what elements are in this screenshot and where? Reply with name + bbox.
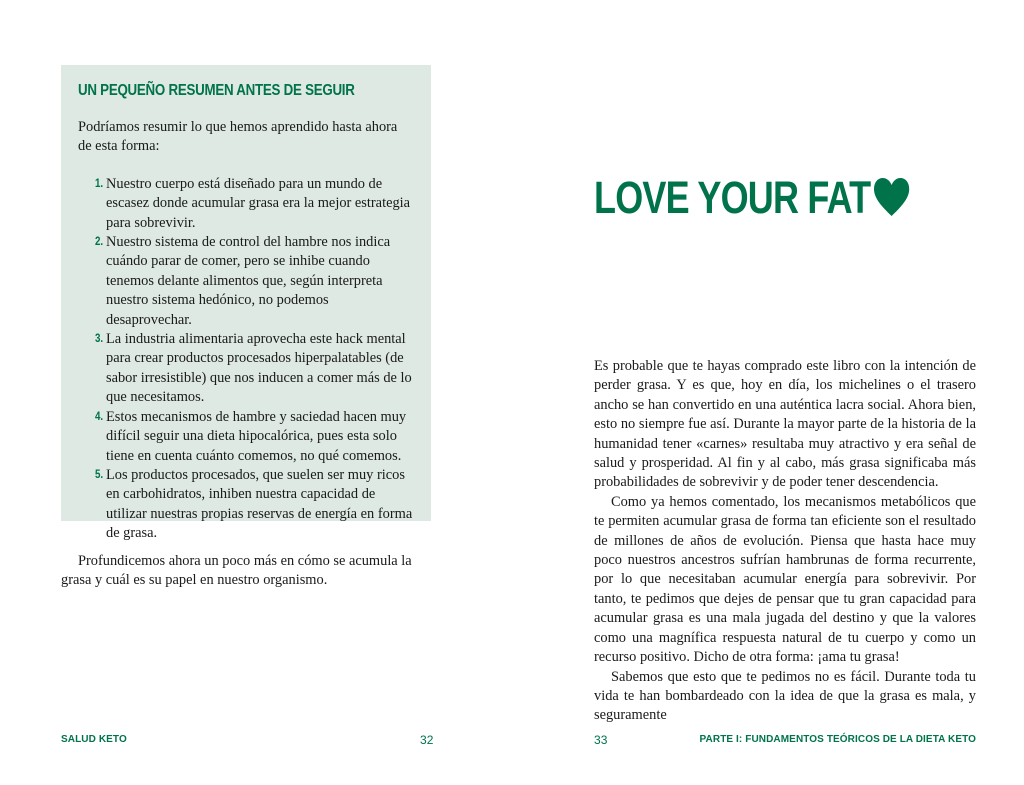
summary-item-number: 4. bbox=[95, 410, 104, 423]
summary-item-text: La industria alimentaria aprovecha este hack mental para crear productos procesados hiperpalatables (de sabor irresistible) que nos inducen a comer más de lo que necesitamos. bbox=[106, 331, 412, 406]
page-number: 33 bbox=[594, 733, 608, 747]
summary-box bbox=[61, 65, 431, 542]
summary-item bbox=[78, 466, 414, 544]
body-paragraph: Como ya hemos comentado, los mecanismos metabólicos que te permiten acumular grasa de forma tan eficiente son el resultado de millones de años de evolución. Piensa que hasta hace muy poco nuestros ancestros sufrían hambrunas de forma recurrente, por lo que necesitaban acumular energía para sobrevivir. Por tanto, te pedimos que dejes de pensar que tu gran capacidad para acumular grasa es una mala jugada del destino y que la valores como una magnífica respuesta natural de tu cuerpo y como un recurso positivo. Dicho de otra forma: ¡ama tu grasa! bbox=[594, 493, 976, 666]
page-number: 32 bbox=[420, 733, 434, 747]
summary-list bbox=[78, 175, 414, 544]
summary-item-number: 3. bbox=[95, 333, 104, 346]
running-footer-book-title: SALUD KETO bbox=[61, 734, 127, 745]
right-page bbox=[512, 0, 1024, 785]
summary-item-text: Estos mecanismos de hambre y saciedad hacen muy difícil seguir una dieta hipocalórica, pues esta solo tiene en cuenta cuánto comemos, no qué comemos. bbox=[106, 408, 407, 464]
body-paragraph: Sabemos que esto que te pedimos no es fácil. Durante toda tu vida te han bombardeado con la idea de que la grasa es mala, y seguramente bbox=[594, 668, 976, 724]
summary-item-number: 1. bbox=[95, 177, 104, 190]
running-footer-section-title: PARTE I: FUNDAMENTOS TEÓRICOS DE LA DIETA KETO bbox=[699, 734, 976, 745]
summary-item-number: 2. bbox=[95, 236, 104, 249]
body-paragraph: Es probable que te hayas comprado este libro con la intención de perder grasa. Y es que, hoy en día, los michelines o el trasero ancho se han convertido en una auténtica lacra social. Ahora bien, esto no siempre fue así. Durante la mayor parte de la historia de la humanidad tener «carnes» resultaba muy atractivo y era señal de salud y prosperidad. Al fin y al cabo, más grasa significaba más probabilidades de sobrevivir y de poder tener descendencia. bbox=[594, 358, 976, 491]
chapter-title bbox=[594, 172, 910, 224]
summary-item-text: Nuestro cuerpo está diseñado para un mundo de escasez donde acumular grasa era la mejor estrategia para sobrevivir. bbox=[106, 175, 411, 231]
chapter-title-text: LOVE YOUR FAT bbox=[594, 172, 871, 223]
summary-title: UN PEQUEÑO RESUMEN ANTES DE SEGUIR bbox=[78, 82, 355, 99]
summary-intro: Podríamos resumir lo que hemos aprendido hasta ahora de esta forma: bbox=[78, 119, 398, 155]
summary-item-text: Nuestro sistema de control del hambre nos indica cuándo parar de comer, pero se inhibe cuando tenemos delante alimentos que, según interpreta nuestro sistema hedónico, no podemos desaprovechar. bbox=[106, 234, 391, 328]
summary-item bbox=[78, 408, 414, 466]
summary-item-number: 5. bbox=[95, 468, 104, 481]
summary-item bbox=[78, 233, 414, 330]
heart-icon bbox=[874, 178, 911, 218]
summary-item-text: Los productos procesados, que suelen ser muy ricos en carbohidratos, inhiben nuestra capacidad de utilizar nuestras propias reservas de energía en forma de grasa. bbox=[106, 466, 413, 542]
body-paragraph: Profundicemos ahora un poco más en cómo se acumula la grasa y cuál es su papel en nuestro organismo. bbox=[61, 553, 412, 589]
summary-item bbox=[78, 330, 414, 408]
body-text bbox=[594, 357, 976, 726]
summary-item bbox=[78, 175, 414, 233]
